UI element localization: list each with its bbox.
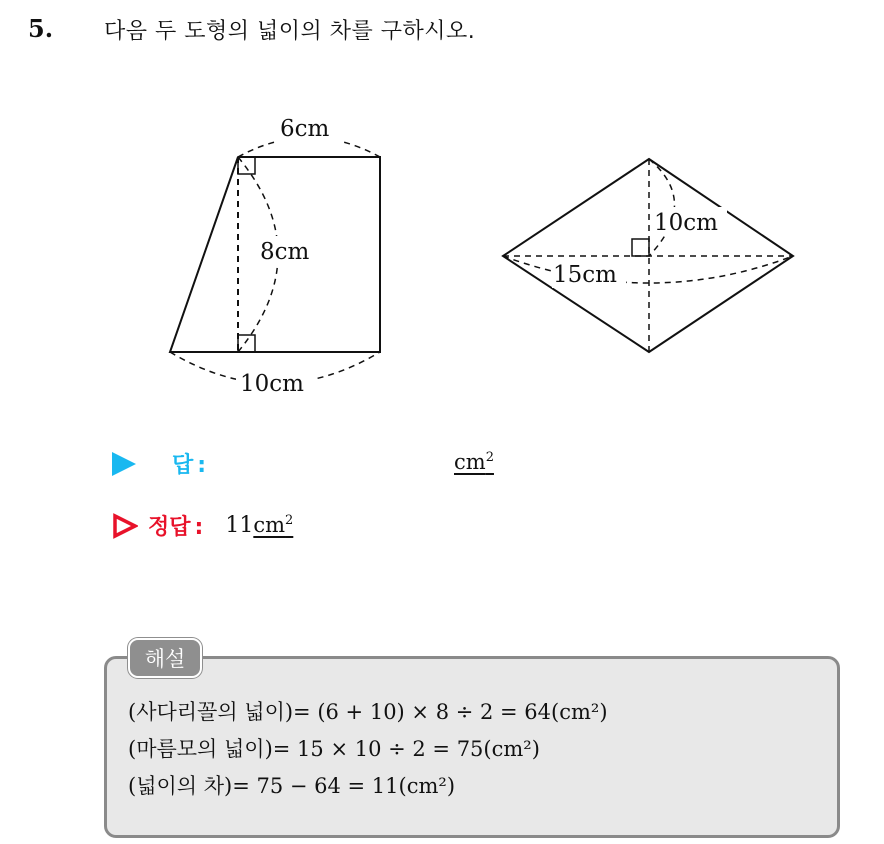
correct-answer-value: $11cm^2$ xyxy=(225,513,294,538)
solution-line-difference: (넓이의 차)= 75 − 64 = 11(cm²) xyxy=(128,774,456,798)
solution-line-rhombus: (마름모의 넓이)= 15 × 10 ÷ 2 = 75(cm²) xyxy=(128,737,540,761)
solution-tab: 해설 xyxy=(128,638,202,678)
outline-triangle-icon xyxy=(112,513,138,539)
rhombus-width-arc xyxy=(503,256,793,283)
answer-label: 답 : xyxy=(172,453,207,478)
solution-lines xyxy=(128,694,608,805)
correct-answer-label: 정답 : xyxy=(148,515,204,540)
correct-answer-row xyxy=(112,510,293,541)
rhombus-figure xyxy=(503,159,793,352)
top-dimension-label: 6cm xyxy=(280,116,330,142)
rhombus-width-label: 15cm xyxy=(553,262,617,288)
answer-row xyxy=(112,448,206,479)
solution-line-trapezoid: (사다리꼴의 넓이)= (6 + 10) × 8 ÷ 2 = 64(cm²) xyxy=(128,700,608,724)
height-dimension-label: 8cm xyxy=(260,239,310,265)
answer-blank-unit[interactable]: $cm^2$ xyxy=(454,450,494,474)
question-text: 다음 두 도형의 넓이의 차를 구하시오. xyxy=(104,19,476,44)
play-triangle-icon xyxy=(112,452,136,476)
question-number: 5. xyxy=(28,14,54,43)
bottom-dimension-label: 10cm xyxy=(240,371,304,397)
rhombus-height-label: 10cm xyxy=(654,210,718,236)
rhombus-right-angle-mark xyxy=(632,239,649,256)
